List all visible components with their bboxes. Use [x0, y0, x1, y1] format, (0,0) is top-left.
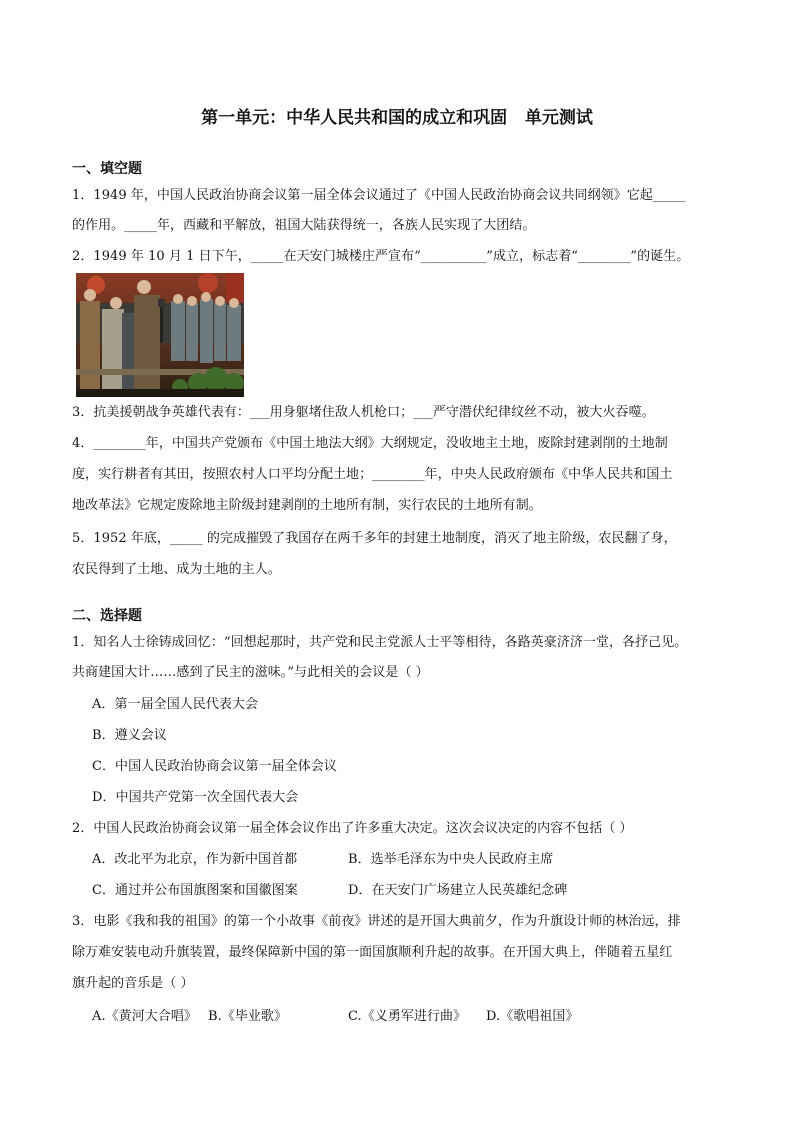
- founding-ceremony-photo: [76, 273, 244, 397]
- question-line: 度，实行耕者有其田，按照农村人口平均分配土地；________年，中央人民政府颁布《中华人民共和国土: [72, 467, 673, 482]
- answer-option-a: A．改北平为北京，作为新中国首都: [92, 852, 298, 867]
- question-stem: 1．知名人士徐铸成回忆：“回想起那时，共产党和民主党派人士平等相待，各路英豪济济一堂，各抒己见。: [72, 635, 688, 650]
- question-stem: 共商建国大计……感到了民主的滋味。”与此相关的会议是（ ）: [72, 665, 429, 680]
- answer-option-d: D.《歌唱祖国》: [486, 1009, 579, 1024]
- question-line: 5．1952 年底，_____ 的完成摧毁了我国存在两千多年的封建土地制度，消灭了地主阶级，农民翻了身，: [72, 531, 677, 546]
- question-line: 2．1949 年 10 月 1 日下午，_____在天安门城楼庄严宣布“__________”成立，标志着“________”的诞生。: [72, 249, 690, 264]
- section-heading-fill-blank: 一、填空题: [72, 161, 142, 177]
- answer-option-c: C.《义勇军进行曲》: [348, 1009, 467, 1024]
- answer-option-d: D．在天安门广场建立人民英雄纪念碑: [348, 883, 568, 898]
- answer-option-b: B.《毕业歌》: [208, 1009, 288, 1024]
- section-heading-choice: 二、选择题: [72, 608, 142, 624]
- question-line: 1．1949 年，中国人民政治协商会议第一届全体会议通过了《中国人民政治协商会议共同纲领》它起_____: [72, 188, 686, 203]
- question-stem: 除万难安装电动升旗装置，最终保障新中国的第一面国旗顺利升起的故事。在开国大典上，伴随着五星红: [72, 945, 673, 960]
- question-line: 3．抗美援朝战争英雄代表有：___用身躯堵住敌人机枪口；___严守潜伏纪律纹丝不动，被大火吞噬。: [72, 405, 655, 420]
- question-stem: 3．电影《我和我的祖国》的第一个小故事《前夜》讲述的是开国大典前夕，作为升旗设计师的林治远，排: [72, 914, 681, 929]
- page-title: 第一单元：中华人民共和国的成立和巩固 单元测试: [201, 108, 593, 128]
- answer-option-d: D．中国共产党第一次全国代表大会: [92, 790, 299, 805]
- question-line: 地改革法》它规定废除地主阶级封建剥削的土地所有制，实行农民的土地所有制。: [72, 498, 542, 513]
- question-line: 4．________年，中国共产党颁布《中国土地法大纲》大纲规定，没收地主土地，废除封建剥削的土地制: [72, 436, 668, 451]
- answer-option-b: B．遵义会议: [92, 728, 167, 743]
- answer-option-a: A．第一届全国人民代表大会: [92, 697, 259, 712]
- answer-option-b: B．选举毛泽东为中央人民政府主席: [348, 852, 554, 867]
- question-line: 农民得到了土地、成为土地的主人。: [72, 562, 281, 577]
- answer-option-c: C．通过并公布国旗图案和国徽图案: [92, 883, 298, 898]
- answer-option-a: A.《黄河大合唱》: [92, 1009, 197, 1024]
- question-line: 的作用。_____年，西藏和平解放，祖国大陆获得统一，各族人民实现了大团结。: [72, 218, 536, 233]
- question-stem: 旗升起的音乐是（ ）: [72, 976, 194, 991]
- answer-option-c: C．中国人民政治协商会议第一届全体会议: [92, 759, 337, 774]
- question-stem: 2．中国人民政治协商会议第一届全体会议作出了许多重大决定。这次会议决定的内容不包括（ ）: [72, 821, 633, 836]
- founding-ceremony-photo-graphic: [76, 273, 244, 397]
